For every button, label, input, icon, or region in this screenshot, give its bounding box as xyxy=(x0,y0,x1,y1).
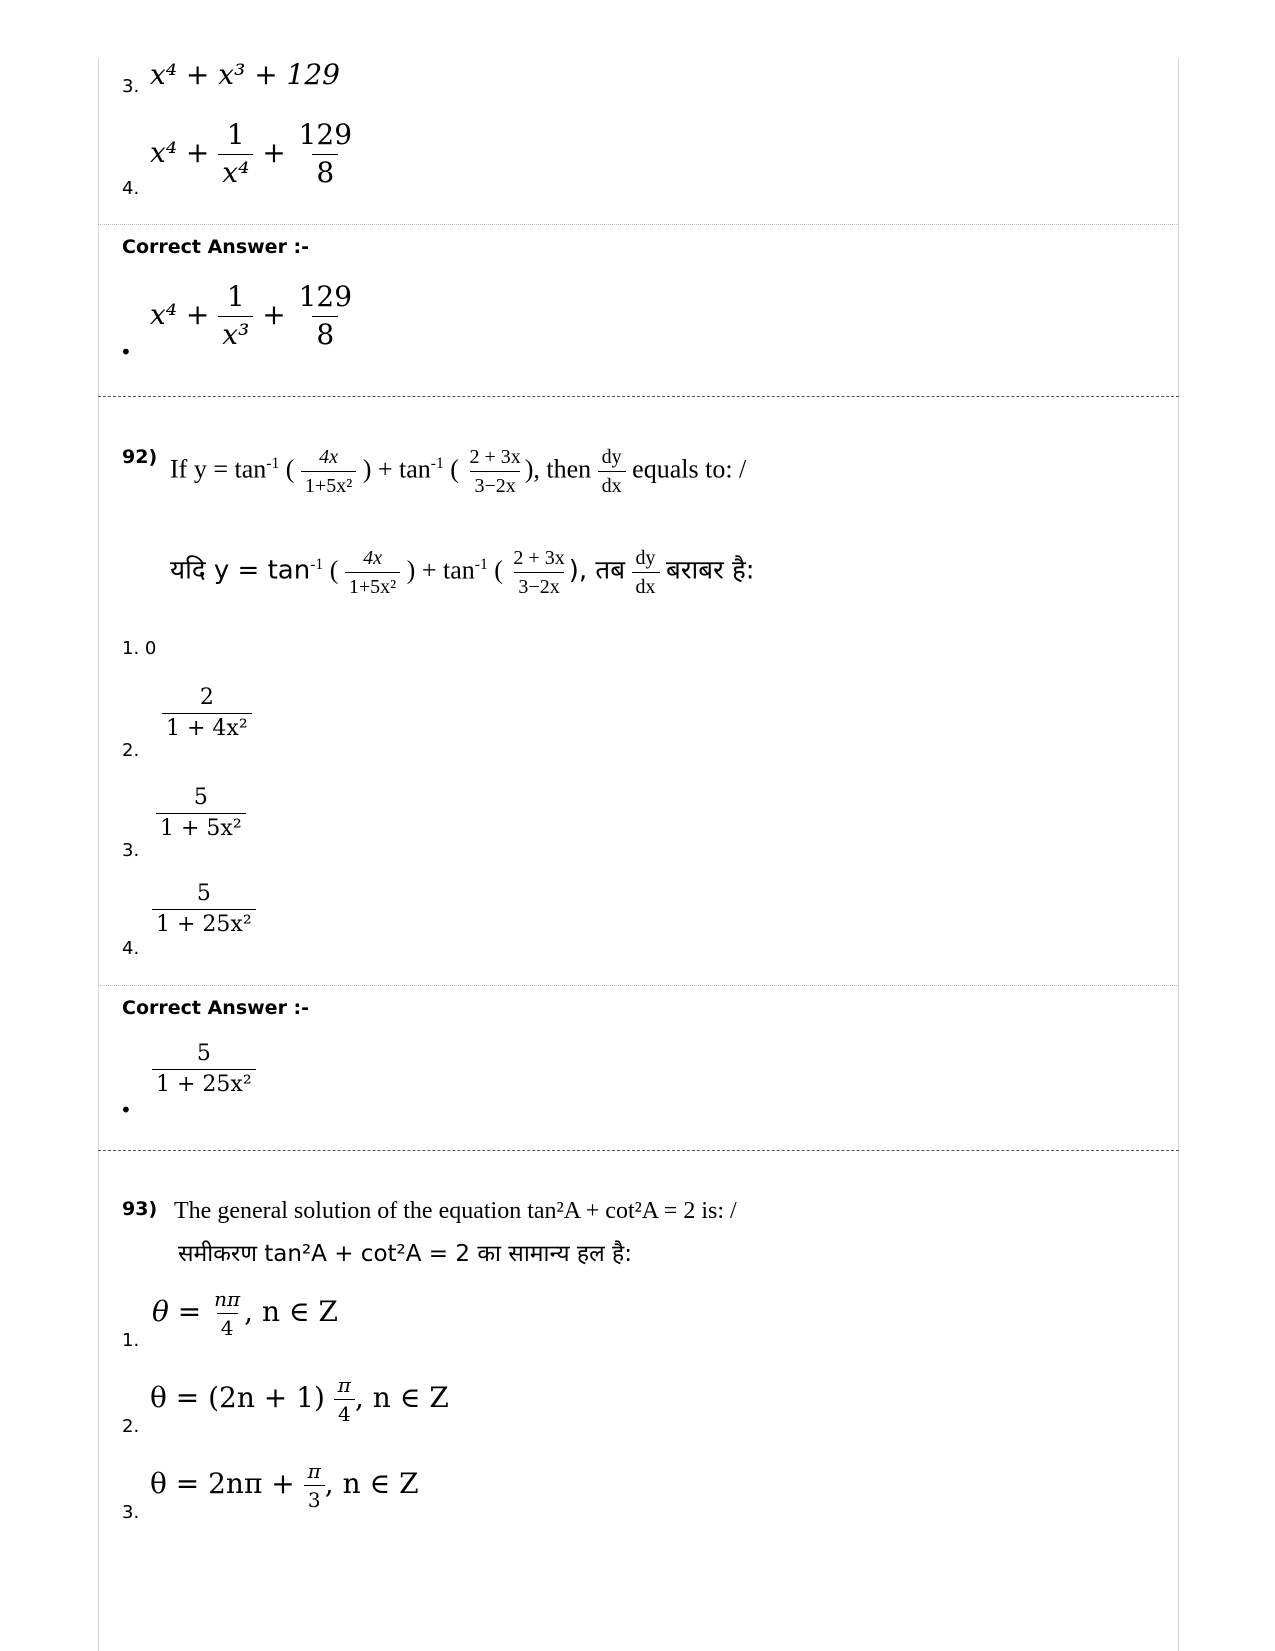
divider xyxy=(98,985,1179,986)
question-separator xyxy=(98,396,1179,397)
correct-answer-expression: x⁴ + $\frac{1}{\text{x³}}$ + $\frac{129}{8}$ xyxy=(150,280,353,351)
option-expression: x⁴ + x³ + 129 xyxy=(150,58,340,91)
option-number: 1. xyxy=(122,1330,140,1351)
question-text-hi: यदि $y = \tan^{-1}$ ( $\frac{4x}{\text{1+5x²}}$ ) + $\tan^{-1}$ ( $\frac{2 + 3x}{3-2x}$ ), तब $\frac{dy}{dx}$ बराबर है: xyxy=(170,547,755,598)
option-number: 3. xyxy=(122,1502,140,1523)
correct-answer-label: Correct Answer :- xyxy=(122,236,310,258)
question-separator xyxy=(98,1150,1179,1151)
option-3-expression: $\frac{5}{\text{1 + 5x²}}$ xyxy=(156,786,246,841)
option-2-expression: θ = (2n + 1) $\frac{\pi}{4}$ , n ∈ Z xyxy=(150,1373,449,1426)
option-expression: x⁴ + $\frac{1}{\text{x⁴}}$ + $\frac{129}{8}$ xyxy=(150,118,353,189)
correct-answer-label: Correct Answer :- xyxy=(122,997,310,1019)
bullet: • xyxy=(120,340,132,364)
correct-answer-expression: $\frac{5}{\text{1 + 25x²}}$ xyxy=(152,1042,256,1097)
option-2-expression: $\frac{2}{\text{1 + 4x²}}$ xyxy=(162,686,252,741)
option-4-expression: $\frac{5}{\text{1 + 25x²}}$ xyxy=(152,882,256,937)
question-number: 92) xyxy=(122,446,158,468)
bullet: • xyxy=(120,1098,132,1122)
option-1-expression: θ = $\frac{n\pi}{4}$ , n ∈ Z xyxy=(152,1287,338,1340)
divider xyxy=(98,224,1179,225)
question-number: 93) xyxy=(122,1198,158,1220)
option-number: 3. xyxy=(122,840,140,861)
option-3-expression: θ = 2nπ + $\frac{\pi}{3}$ , n ∈ Z xyxy=(150,1459,419,1512)
option-number: 2. xyxy=(122,1416,140,1437)
option-1: 1. 0 xyxy=(122,638,157,659)
question-text-hi: समीकरण tan²A + cot²A = 2 का सामान्य हल है: xyxy=(178,1241,632,1267)
question-text-en: If $y = \tan^{-1}$ ( $\frac{4x}{\text{1+5x²}}$ ) + $\tan^{-1}$ ( $\frac{2 + 3x}{3-2x}$ ), then $\frac{dy}{dx}$ equals to: / xyxy=(170,446,747,497)
option-number: 4. xyxy=(122,938,140,959)
option-number: 2. xyxy=(122,740,140,761)
option-number: 4. xyxy=(122,178,140,199)
question-text-en: The general solution of the equation tan²A + cot²A = 2 is: / xyxy=(174,1198,737,1224)
option-number: 3. xyxy=(122,76,140,97)
